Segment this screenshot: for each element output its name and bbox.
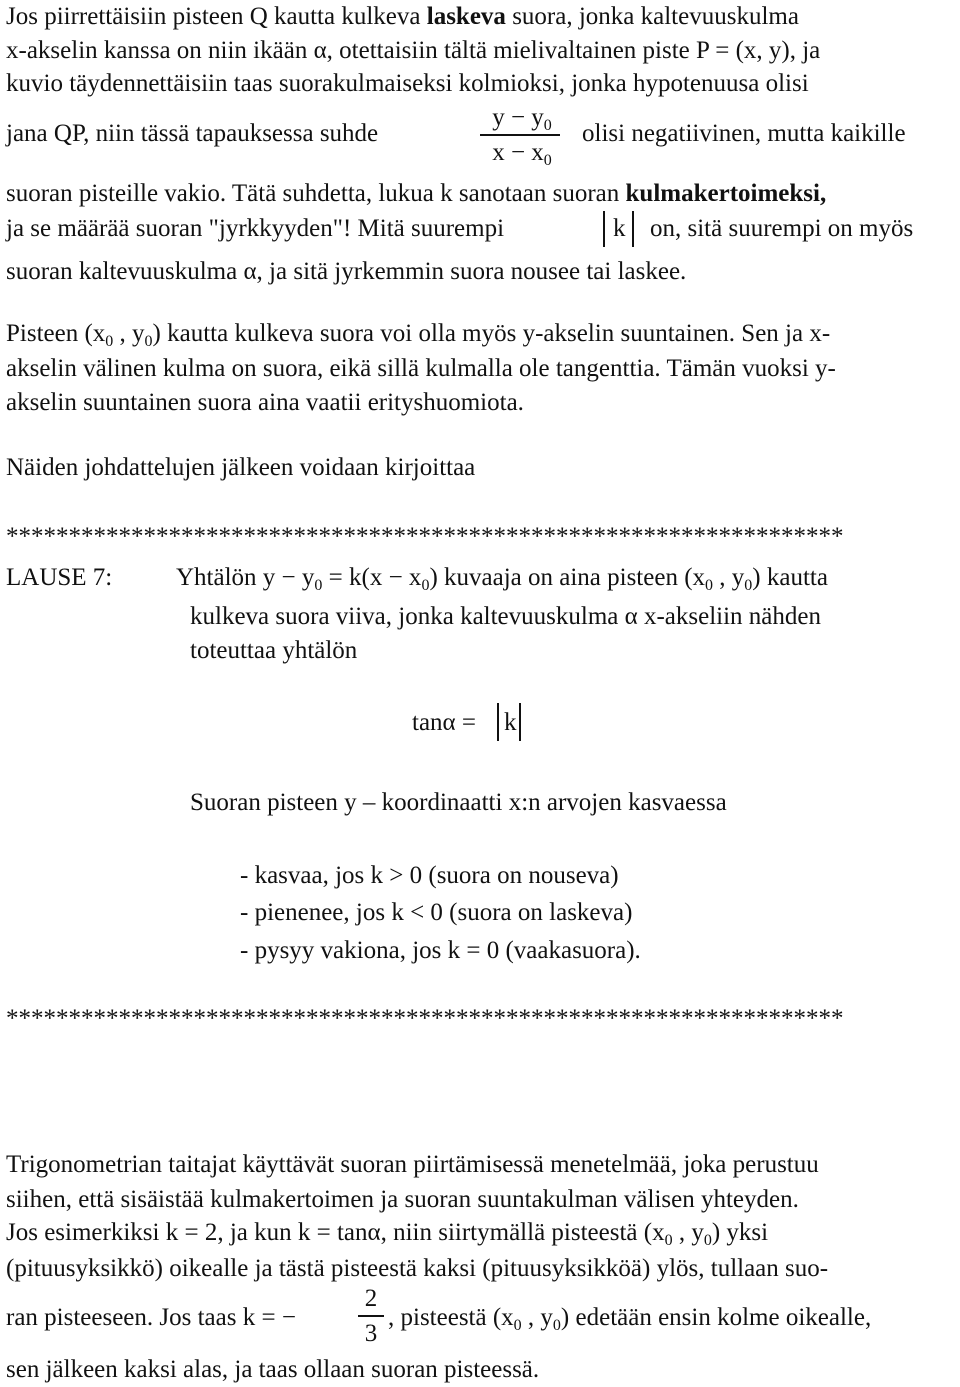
- p4-line-5a: ran pisteeseen. Jos taas k = −: [6, 1304, 296, 1331]
- p1-line-1: Jos piirrettäisiin pisteen Q kautta kulkeva laskeva suora, jonka kaltevuuskulma: [6, 3, 799, 30]
- separator-stars-top: *******************************************************************: [6, 524, 844, 549]
- formula-abs-left: [497, 703, 499, 741]
- p2-line-3: akselin suuntainen suora aina vaatii erityshuomiota.: [6, 389, 524, 416]
- abs-k: k: [613, 215, 626, 242]
- theorem-line-2: kulkeva suora viiva, jonka kaltevuuskulma α x-akseliin nähden: [190, 603, 821, 630]
- theorem-case-1: - kasvaa, jos k > 0 (suora on nouseva): [240, 862, 619, 889]
- p3-line: Näiden johdattelujen jälkeen voidaan kirjoittaa: [6, 454, 476, 481]
- p4-line-6: sen jälkeen kaksi alas, ja taas ollaan suoran pisteessä.: [6, 1356, 540, 1383]
- p4-line-2: siihen, että sisäistää kulmakertoimen ja suoran suuntakulman välisen yhteyden.: [6, 1186, 799, 1213]
- separator-stars-bottom: *******************************************************************: [6, 1006, 844, 1031]
- p1-line-6a: ja se määrää suoran "jyrkkyyden"! Mitä suurempi: [6, 215, 505, 242]
- p1-line-4b: olisi negatiivinen, mutta kaikille: [582, 120, 906, 147]
- p4-line-3: Jos esimerkiksi k = 2, ja kun k = tanα, niin siirtymällä pisteestä ($x_0$ , $y_0$) yksi: [6, 1219, 769, 1249]
- theorem-formula: tanα =: [412, 709, 476, 736]
- p4-line-4: (pituusyksikkö) oikealle ja tästä pisteestä kaksi (pituusyksikköä) ylös, tullaan suo-: [6, 1255, 829, 1282]
- abs-bar-left: [603, 211, 605, 247]
- p1-line-4a: jana QP, niin tässä tapauksessa suhde: [6, 120, 379, 147]
- example-fraction: 2 3: [356, 1286, 386, 1346]
- p4-line-1: Trigonometrian taitajat käyttävät suoran piirtämisessä menetelmää, joka perustuu: [6, 1151, 819, 1178]
- formula-k: k: [504, 709, 517, 736]
- abs-bar-right: [632, 211, 634, 247]
- formula-abs-right: [519, 703, 521, 741]
- theorem-line-3: toteuttaa yhtälön: [190, 637, 358, 664]
- theorem-line-4: Suoran pisteen y – koordinaatti x:n arvojen kasvaessa: [190, 789, 727, 816]
- p2-line-1: Pisteen ($x_0$ , $y_0$) kautta kulkeva suora voi olla myös y-akselin suuntainen. Sen ja x-: [6, 320, 831, 350]
- theorem-case-2: - pienenee, jos k < 0 (suora on laskeva): [240, 899, 633, 926]
- p1-line-6b: on, sitä suurempi on myös: [650, 215, 914, 242]
- theorem-label: LAUSE 7:: [6, 564, 113, 591]
- p1-line-7: suoran kaltevuuskulma α, ja sitä jyrkemmin suora nousee tai laskee.: [6, 258, 687, 285]
- p1-line-5: suoran pisteille vakio. Tätä suhdetta, lukua k sanotaan suoran kulmakertoimeksi,: [6, 180, 827, 207]
- theorem-case-3: - pysyy vakiona, jos k = 0 (vaakasuora).: [240, 937, 641, 964]
- ratio-fraction: $y - y_0$ $x - x_0$: [476, 105, 568, 165]
- p1-line-3: kuvio täydennettäisiin taas suorakulmaiseksi kolmioksi, jonka hypotenuusa olisi: [6, 70, 809, 97]
- p4-line-5b: , pisteestä ($x_0$ , $y_0$) edetään ensin kolme oikealle,: [388, 1304, 872, 1334]
- p2-line-2: akselin välinen kulma on suora, eikä sillä kulmalla ole tangenttia. Tämän vuoksi y-: [6, 355, 836, 382]
- theorem-line-1: Yhtälön $y - y_0 = k(x - x_0)$ kuvaaja on aina pisteen ($x_0$ , $y_0$) kautta: [176, 564, 828, 594]
- p1-line-2: x-akselin kanssa on niin ikään α, otettaisiin tältä mielivaltainen piste P = (x, y), ja: [6, 37, 821, 64]
